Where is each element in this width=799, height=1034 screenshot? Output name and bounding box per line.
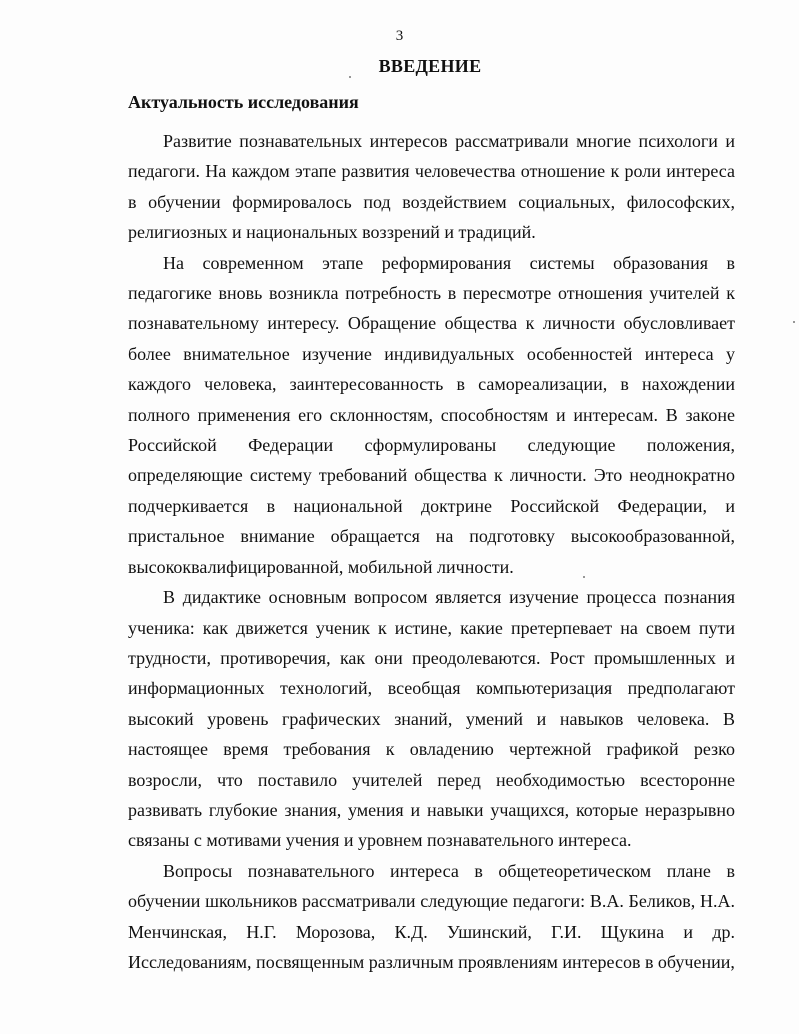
- paragraph: На современном этапе реформирования системы образования в педагогике вновь возникла потребность в пересмотре отношения учителей к познавательному интересу. Обращение общества к личности обусловливает более внимательное изучение индивидуальных особенностей интереса у каждого человека, заинтересованность в самореализации, в нахождении полного применения его склонностям, способностям и интересам. В законе Российской Федерации сформулированы следующие положения, определяющие систему требований общества к личности. Это неоднократно подчеркивается в национальной доктрине Российской Федерации, и пристальное внимание обращается на подготовку высокообразованной, высококвалифицированной, мобильной личности.: [128, 252, 735, 577]
- chapter-title: ВВЕДЕНИЕ: [378, 56, 482, 76]
- section-title: Актуальность исследования: [128, 92, 359, 112]
- paragraph: Развитие познавательных интересов рассматривали многие психологи и педагоги. На каждом этапе развития человечества отношение к роли интереса в обучении формировалось под воздействием социальных, философских, религиозных и национальных воззрений и традиций.: [128, 131, 735, 243]
- scan-speck: [583, 576, 585, 578]
- scan-speck: [349, 76, 351, 78]
- paragraph: В дидактике основным вопросом является изучение процесса познания ученика: как движется ученик к истине, какие претерпевает на своем пути трудности, противоречия, как они преодолеваются. Рост промышленных и информационных технологий, всеобщая компьютеризация предполагают высокий уровень графических знаний, умений и навыков человека. В настоящее время требования к овладению чертежной графикой резко возросли, что поставило учителей перед необходимостью всесторонне развивать глубокие знания, умения и навыки учащихся, которые неразрывно связаны с мотивами учения и уровнем познавательного интереса.: [128, 587, 735, 851]
- paragraph: Вопросы познавательного интереса в общетеоретическом плане в обучении школьников рассматривали следующие педагоги: В.А. Беликов, Н.А. Менчинская, Н.Г. Морозова, К.Д. Ушинский, Г.И. Щукина и др. Исследованиям, посвященным различным проявлениям интересов в обучении,: [128, 860, 735, 972]
- page-number: 3: [395, 28, 404, 44]
- body-text: [128, 126, 735, 977]
- scan-speck: [793, 321, 795, 323]
